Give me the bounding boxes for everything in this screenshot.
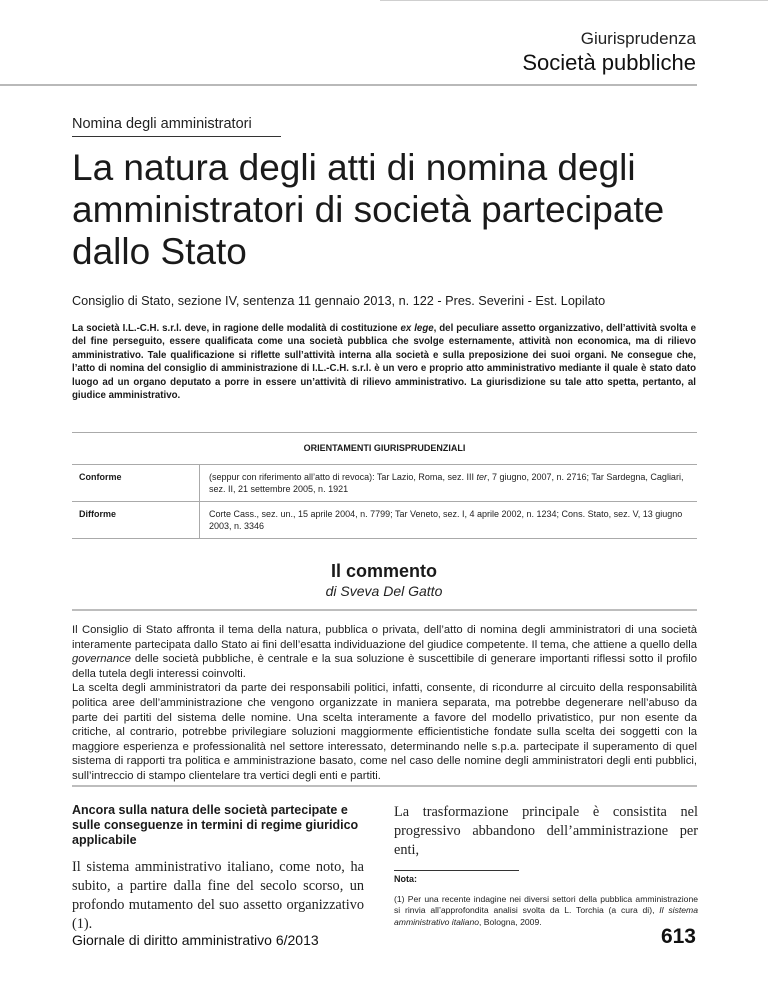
column-right xyxy=(394,803,698,928)
note-rule xyxy=(394,870,519,871)
section-label: Giurisprudenza xyxy=(580,29,696,48)
commento-top-rule xyxy=(72,609,697,611)
commento-intro xyxy=(72,623,697,784)
conforme-italic: ter xyxy=(476,472,487,482)
abstract-part: La società I.L.-C.H. s.r.l. deve, in ragione delle modalità di costituzione xyxy=(72,323,401,334)
footnote-part: (1) Per una recente indagine nei diversi settori della pubblica amministrazione si rinvia all’approfondita analisi svolta da L. Torchia (a cura di), xyxy=(394,894,698,916)
abstract-part: , del peculiare assetto organizzativo, dell’attività svolta e del fine perseguito, essere qualificata come una società pubblica che svolge esternamente, attività non economica, ma di rilievo amministrativo. Tale qualificazione si riflette sull’attività interna alla società e sulla preposizione dei suoi organi. Ne consegue che, l’atto di nomina del consiglio di amministrazione di I.L.-C.H. s.r.l. è un vero e proprio atto amministrativo mediante il quale è stato dato luogo ad un organo deputato a porre in essere un’attività di rilievo amministrativo. La giurisdizione su tale atto spetta, pertanto, al giudice amministrativo. xyxy=(72,323,696,402)
intro-part: delle società pubbliche, è centrale e la sua soluzione è suscettibile di generare importanti riflessi sotto il profilo della tutela degli interessi coinvolti. xyxy=(72,653,697,680)
note-label: Nota: xyxy=(394,874,417,884)
footnote xyxy=(394,894,698,928)
section-subhead: Ancora sulla natura delle società partecipate e sulle conseguenze in termini di regime giuridico applicabile xyxy=(72,803,359,847)
conforme-part: (seppur con riferimento all’atto di revoca): Tar Lazio, Roma, sez. III xyxy=(209,472,477,482)
difforme-label: Difforme xyxy=(72,502,200,538)
intro-paragraph xyxy=(72,623,697,681)
footer-journal: Giornale di diritto amministrativo 6/2013 xyxy=(72,932,319,948)
orientamenti-box xyxy=(72,432,697,539)
commento-bottom-rule xyxy=(72,785,697,787)
abstract xyxy=(72,322,696,402)
page-number: 613 xyxy=(660,925,696,948)
column-left xyxy=(72,803,364,934)
conforme-part: , 7 giugno, 2007, n. 2716; Tar Sardegna, Cagliari, sez. II, 21 settembre 2005, n. 1921 xyxy=(209,472,684,494)
footnote-italic: Il sistema amministrativo italiano xyxy=(394,905,698,927)
conforme-text xyxy=(200,465,697,501)
body-paragraph: La trasformazione principale è consistita nel progressivo abbandono dell’amministrazione per enti, xyxy=(394,804,698,858)
difforme-text: Corte Cass., sez. un., 15 aprile 2004, n. 7799; Tar Veneto, sez. I, 4 aprile 2002, n. 1234; Cons. Stato, sez. V, 13 giugno 2003, n. 3346 xyxy=(209,509,683,531)
orientamenti-top-rule xyxy=(72,432,697,433)
orientamenti-title: ORIENTAMENTI GIURISPRUDENZIALI xyxy=(303,443,466,453)
header-divider xyxy=(0,84,697,86)
commento-title: Il commento xyxy=(330,561,437,581)
footnote-part: , Bologna, 2009. xyxy=(479,916,542,927)
decision-citation: Consiglio di Stato, sezione IV, sentenza 11 gennaio 2013, n. 122 - Pres. Severini - Est. Lopilato xyxy=(72,294,606,308)
header-top-line xyxy=(380,0,768,1)
intro-paragraph: La scelta degli amministratori da parte dei responsabili politici, infatti, consente, di ricondurre al circuito della responsabilità politica aree dell’amministrazione che vengono organizzate in maniera separata, ma potrebbe degenerare nell’abuso da parte dei partiti del sistema delle nomine. Una scelta interamente a favore del modello privatistico, pur non esente da critiche, al contrario, potrebbe privilegiare soluzioni maggiormente efficientistiche fondate sulla scelta dei soggetti con la maggiore esperienza e professionalità nel settore interessato, determinando nelle s.p.a. partecipate il superamento di quel sistema di rapporti tra politica e amministrazione basato, come nel caso delle nomine degli amministratori degli enti pubblici, sull’intreccio di stampo clientelare tra vertici degli enti e partiti. xyxy=(72,682,697,782)
article-title: La natura degli atti di nomina degli amministratori di società partecipate dallo Stato xyxy=(72,147,665,272)
section-name: Società pubbliche xyxy=(522,50,696,75)
abstract-italic: ex lege xyxy=(400,323,434,334)
kicker-underline xyxy=(72,136,281,137)
conforme-label: Conforme xyxy=(72,465,200,501)
intro-part: Il Consiglio di Stato affronta il tema della natura, pubblica o privata, dell’atto di nomina degli amministratori di una società interamente partecipata dallo Stato ai fini dell’esatta individuazione del giudice competente. Il tema, che attiene a quello della xyxy=(72,624,697,651)
orientamenti-row-difforme xyxy=(72,501,697,539)
article-kicker: Nomina degli amministratori xyxy=(72,116,252,132)
orientamenti-row-conforme xyxy=(72,464,697,501)
body-paragraph: Il sistema amministrativo italiano, come noto, ha subito, a partire dalla fine del secolo scorso, un profondo mutamento del suo assetto organizzativo (1). xyxy=(72,859,364,932)
commento-author: di Sveva Del Gatto xyxy=(325,583,443,599)
intro-italic: governance xyxy=(72,653,132,666)
